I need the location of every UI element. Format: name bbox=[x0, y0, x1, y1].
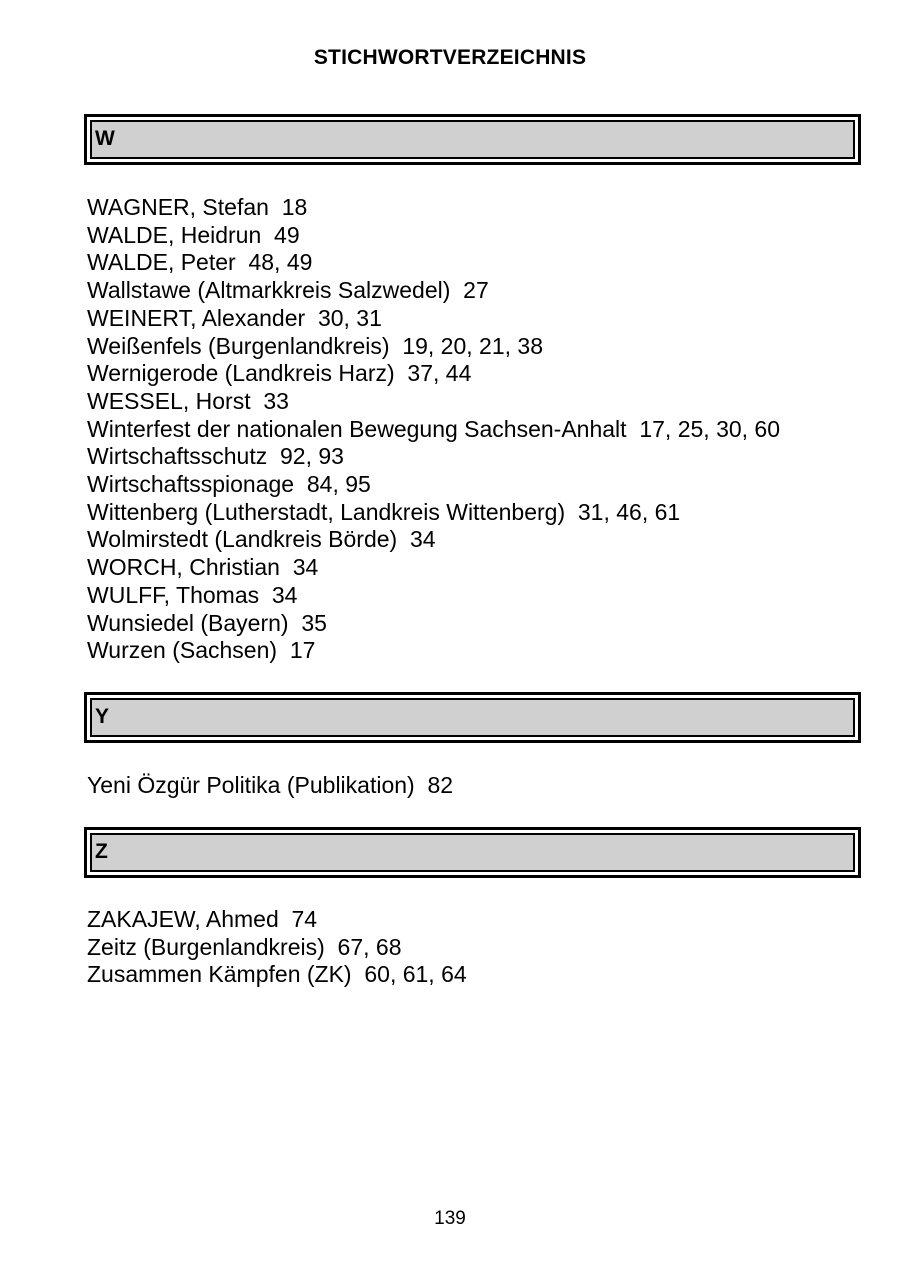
entry-list-z bbox=[87, 906, 467, 989]
section-header-y bbox=[84, 692, 861, 743]
section-letter-w: W bbox=[90, 120, 855, 159]
section-header-z bbox=[84, 827, 861, 878]
index-entry: Zeitz (Burgenlandkreis) 67, 68 bbox=[87, 933, 402, 960]
index-entry: Weißenfels (Burgenlandkreis) 19, 20, 21, 38 bbox=[87, 332, 543, 359]
index-entry: Yeni Özgür Politika (Publikation) 82 bbox=[87, 772, 454, 798]
page-number: 139 bbox=[434, 1208, 466, 1229]
index-entry: Wirtschaftsschutz 92, 93 bbox=[87, 443, 344, 470]
index-entry: Wunsiedel (Bayern) 35 bbox=[87, 609, 327, 636]
index-entry: ZAKAJEW, Ahmed 74 bbox=[87, 906, 318, 932]
index-entry: Wirtschaftsspionage 84, 95 bbox=[87, 471, 371, 498]
index-entry: Wittenberg (Lutherstadt, Landkreis Wittenberg) 31, 46, 61 bbox=[87, 498, 681, 525]
section-header-w bbox=[84, 114, 861, 165]
index-entry: Wurzen (Sachsen) 17 bbox=[87, 637, 316, 664]
entry-list-w bbox=[87, 194, 780, 665]
index-entry: WALDE, Heidrun 49 bbox=[87, 221, 300, 248]
section-letter-z: Z bbox=[90, 833, 855, 872]
index-entry: Zusammen Kämpfen (ZK) 60, 61, 64 bbox=[87, 961, 467, 988]
page-title: STICHWORTVERZEICHNIS bbox=[313, 46, 587, 69]
index-entry: Wernigerode (Landkreis Harz) 37, 44 bbox=[87, 360, 472, 387]
index-entry: WALDE, Peter 48, 49 bbox=[87, 249, 313, 276]
index-entry: WEINERT, Alexander 30, 31 bbox=[87, 304, 382, 331]
index-entry: WULFF, Thomas 34 bbox=[87, 581, 298, 608]
section-letter-y: Y bbox=[90, 698, 855, 737]
index-entry: Wolmirstedt (Landkreis Börde) 34 bbox=[87, 526, 436, 553]
index-entry: WESSEL, Horst 33 bbox=[87, 387, 289, 414]
index-entry: Winterfest der nationalen Bewegung Sachsen-Anhalt 17, 25, 30, 60 bbox=[87, 415, 781, 442]
index-entry: WAGNER, Stefan 18 bbox=[87, 194, 308, 220]
entry-list-y bbox=[87, 772, 453, 800]
index-entry: Wallstawe (Altmarkkreis Salzwedel) 27 bbox=[87, 277, 489, 304]
index-entry: WORCH, Christian 34 bbox=[87, 554, 319, 581]
